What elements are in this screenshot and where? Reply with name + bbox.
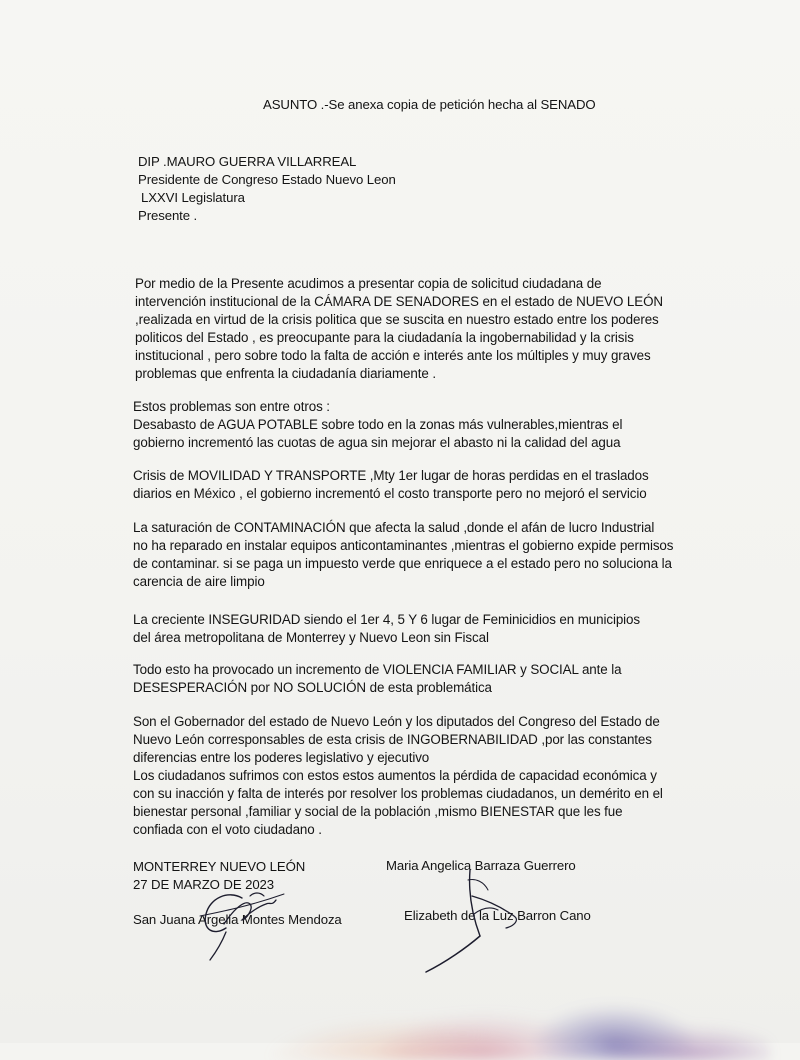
body-line: bienestar personal ,familiar y social de la población ,mismo BIENESTAR que les fue [133,804,623,819]
signer-left-name: San Juana Argelia Montes Mendoza [133,912,342,927]
body-line: diarios en México , el gobierno incrementó el costo transporte pero no mejoró el servicio [133,486,647,501]
body-line: no ha reparado en instalar equipos anticontaminantes ,mientras el gobierno expide permisos [133,538,674,553]
body-line: Nuevo León corresponsables de esta crisis de INGOBERNABILIDAD ,por las constantes [133,732,652,747]
body-line: gobierno incrementó las cuotas de agua sin mejorar el abasto ni la calidad del agua [133,435,621,450]
body-line: institucional , pero sobre todo la falta de acción e interés ante los múltiples y muy graves [135,348,651,363]
body-line: DESESPERACIÓN por NO SOLUCIÓN de esta problemática [133,680,492,695]
body-line: diferencias entre los poderes legislativo y ejecutivo [133,750,430,765]
signer-right-bottom-name: Elizabeth de la Luz Barron Cano [404,908,591,923]
scan-color-smudge [250,950,770,1060]
body-line: del área metropolitana de Monterrey y Nuevo Leon sin Fiscal [133,630,489,645]
body-line: intervención institucional de la CÁMARA DE SENADORES en el estado de NUEVO LEÓN [135,294,663,309]
recipient-title: Presidente de Congreso Estado Nuevo Leon [138,172,396,187]
body-line: Son el Gobernador del estado de Nuevo León y los diputados del Congreso del Estado de [133,714,660,729]
body-line: Los ciudadanos sufrimos con estos estos aumentos la pérdida de capacidad económica y [133,768,657,783]
body-line: confiada con el voto ciudadano . [133,822,322,837]
body-line: carencia de aire limpio [133,574,265,589]
closing-place: MONTERREY NUEVO LEÓN [133,859,306,874]
body-line: Por medio de la Presente acudimos a presentar copia de solicitud ciudadana de [135,276,602,291]
signer-right-top-name: Maria Angelica Barraza Guerrero [386,858,576,873]
closing-date: 27 DE MARZO DE 2023 [133,877,275,892]
body-line: problemas que enfrenta la ciudadanía diariamente . [135,366,436,381]
body-line: Estos problemas son entre otros : [133,399,330,414]
body-line: politicos del Estado , es preocupante para la ciudadanía la ingobernabilidad y la crisis [135,330,634,345]
letter-subject: ASUNTO .-Se anexa copia de petición hecha al SENADO [263,97,596,112]
body-line: ,realizada en virtud de la crisis politica que se suscita en nuestro estado entre los poderes [135,312,659,327]
recipient-legislature: LXXVI Legislatura [141,190,245,205]
recipient-name: DIP .MAURO GUERRA VILLARREAL [138,154,357,169]
body-line: Crisis de MOVILIDAD Y TRANSPORTE ,Mty 1er lugar de horas perdidas en el traslados [133,468,649,483]
body-line: con su inacción y falta de interés por resolver los problemas ciudadanos, un demérito en el [133,786,663,801]
recipient-salutation: Presente . [138,208,198,223]
body-line: La creciente INSEGURIDAD siendo el 1er 4, 5 Y 6 lugar de Feminicidios en municipios [133,612,640,627]
body-line: La saturación de CONTAMINACIÓN que afecta la salud ,donde el afán de lucro Industrial [133,520,655,535]
body-line: Desabasto de AGUA POTABLE sobre todo en la zonas más vulnerables,mientras el [133,417,623,432]
body-line: Todo esto ha provocado un incremento de VIOLENCIA FAMILIAR y SOCIAL ante la [133,662,622,677]
body-line: de contaminar. si se paga un impuesto verde que enriquece a el estado pero no soluciona la [133,556,672,571]
